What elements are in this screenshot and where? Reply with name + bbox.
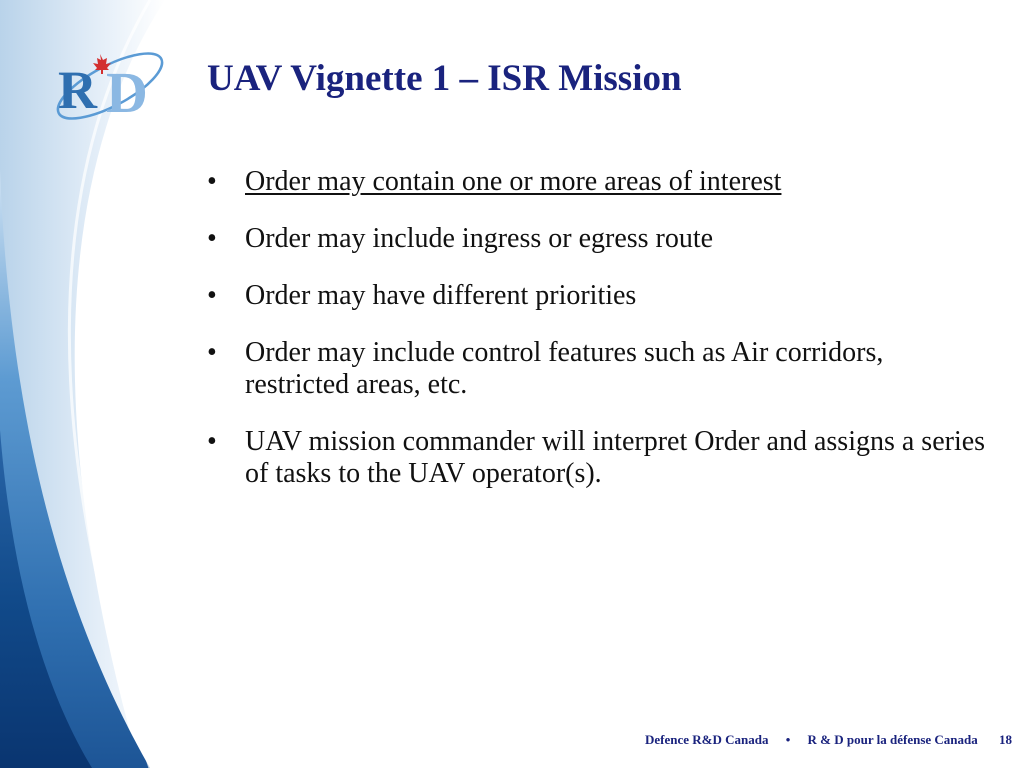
svg-text:D: D xyxy=(106,60,148,125)
bullet-text: Order may include control features such as Air corridors, restricted areas, etc. xyxy=(245,337,884,400)
bullet-text: Order may have different priorities xyxy=(245,280,637,311)
bullet-marker: • xyxy=(207,166,217,197)
bullet-item xyxy=(207,166,987,198)
bullet-text[interactable]: Order may contain one or more areas of interest xyxy=(245,166,782,197)
bullet-list xyxy=(207,166,987,515)
svg-text:R: R xyxy=(58,60,97,120)
footer-separator: • xyxy=(785,732,791,747)
page-number: 18 xyxy=(999,732,1012,747)
bullet-item xyxy=(207,280,987,312)
slide-title: UAV Vignette 1 – ISR Mission xyxy=(207,58,682,99)
bullet-item xyxy=(207,426,987,490)
slide-footer xyxy=(645,732,1012,748)
footer-org-en: Defence R&D Canada xyxy=(644,732,769,747)
bullet-marker: • xyxy=(207,426,217,457)
bullet-item xyxy=(207,337,987,401)
bullet-marker: • xyxy=(207,337,217,368)
footer-org-fr: R & D pour la défense Canada xyxy=(807,732,978,747)
bullet-text: UAV mission commander will interpret Order and assigns a series of tasks to the UAV operator(s). xyxy=(245,426,986,489)
bullet-item xyxy=(207,223,987,255)
bullet-text: Order may include ingress or egress route xyxy=(245,223,714,254)
bullet-marker: • xyxy=(207,223,217,254)
bullet-marker: • xyxy=(207,280,217,311)
rd-logo xyxy=(44,40,174,130)
